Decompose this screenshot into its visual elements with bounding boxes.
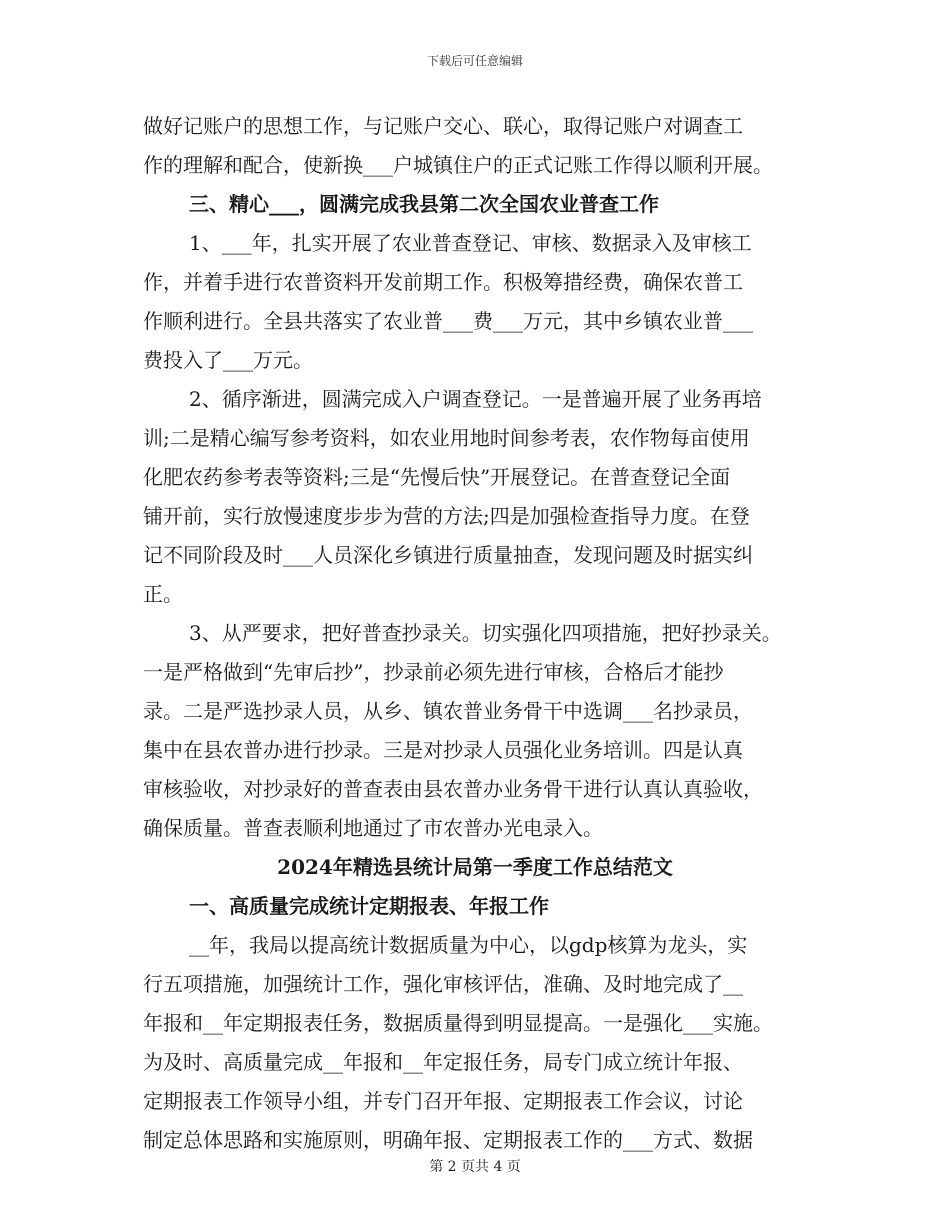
paragraph-line: 正。 — [143, 582, 183, 606]
paragraph-line: __年，我局以提高统计数据质量为中心，以gdp核算为龙头，实 — [189, 933, 748, 957]
paragraph-line: 记不同阶段及时___人员深化乡镇进行质量抽查，发现问题及时据实纠 — [143, 543, 753, 567]
paragraph-line: 录。二是严选抄录人员，从乡、镇农普业务骨干中选调___名抄录员， — [143, 699, 753, 723]
paragraph-line: 费投入了___万元。 — [143, 348, 313, 372]
paragraph-line: 2、循序渐进，圆满完成入户调查登记。一是普遍开展了业务再培 — [189, 387, 762, 411]
paragraph-line: 作的理解和配合，使新换___户城镇住户的正式记账工作得以顺利开展。 — [143, 153, 773, 177]
paragraph-line: 一是严格做到“先审后抄”，抄录前必须先进行审核，合格后才能抄 — [143, 660, 724, 684]
paragraph-line: 制定总体思路和实施原则，明确年报、定期报表工作的___方式、数据 — [143, 1128, 753, 1152]
paragraph-line: 确保质量。普查表顺利地通过了市农普办光电录入。 — [143, 816, 603, 840]
page-header: 下载后可任意编辑 — [426, 54, 523, 68]
section-heading: 三、精心___，圆满完成我县第二次全国农业普查工作 — [189, 192, 659, 216]
document-title: 2024年精选县统计局第一季度工作总结范文 — [277, 855, 673, 879]
paragraph-line: 审核验收，对抄录好的普查表由县农普办业务骨干进行认真认真验收， — [143, 777, 763, 801]
paragraph-line: 作，并着手进行农普资料开发前期工作。积极筹措经费，确保农普工 — [143, 270, 743, 294]
paragraph-line: 铺开前，实行放慢速度步步为营的方法;四是加强检查指导力度。在登 — [143, 504, 750, 528]
paragraph-line: 集中在县农普办进行抄录。三是对抄录人员强化业务培训。四是认真 — [143, 738, 743, 762]
paragraph-line: 为及时、高质量完成__年报和__年定报任务，局专门成立统计年报、 — [143, 1050, 743, 1074]
paragraph-line: 作顺利进行。全县共落实了农业普___费___万元，其中乡镇农业普___ — [143, 309, 753, 333]
paragraph-line: 训;二是精心编写参考资料，如农业用地时间参考表，农作物每亩使用 — [143, 426, 750, 450]
paragraph-line: 3、从严要求，把好普查抄录关。切实强化四项措施，把好抄录关。 — [189, 621, 782, 645]
paragraph-line: 1、___年，扎实开展了农业普查登记、审核、数据录入及审核工 — [189, 231, 752, 255]
section-heading: 一、高质量完成统计定期报表、年报工作 — [189, 894, 549, 918]
paragraph-line: 行五项措施，加强统计工作，强化审核评估，准确、及时地完成了__ — [143, 972, 743, 996]
page-footer: 第 2 页共 4 页 — [429, 1159, 521, 1175]
paragraph-line: 化肥农药参考表等资料;三是“先慢后快”开展登记。在普查登记全面 — [143, 465, 731, 489]
paragraph-line: 做好记账户的思想工作，与记账户交心、联心，取得记账户对调查工 — [143, 114, 743, 138]
paragraph-line: 定期报表工作领导小组，并专门召开年报、定期报表工作会议，讨论 — [143, 1089, 743, 1113]
paragraph-line: 年报和__年定期报表任务，数据质量得到明显提高。一是强化___实施。 — [143, 1011, 773, 1035]
